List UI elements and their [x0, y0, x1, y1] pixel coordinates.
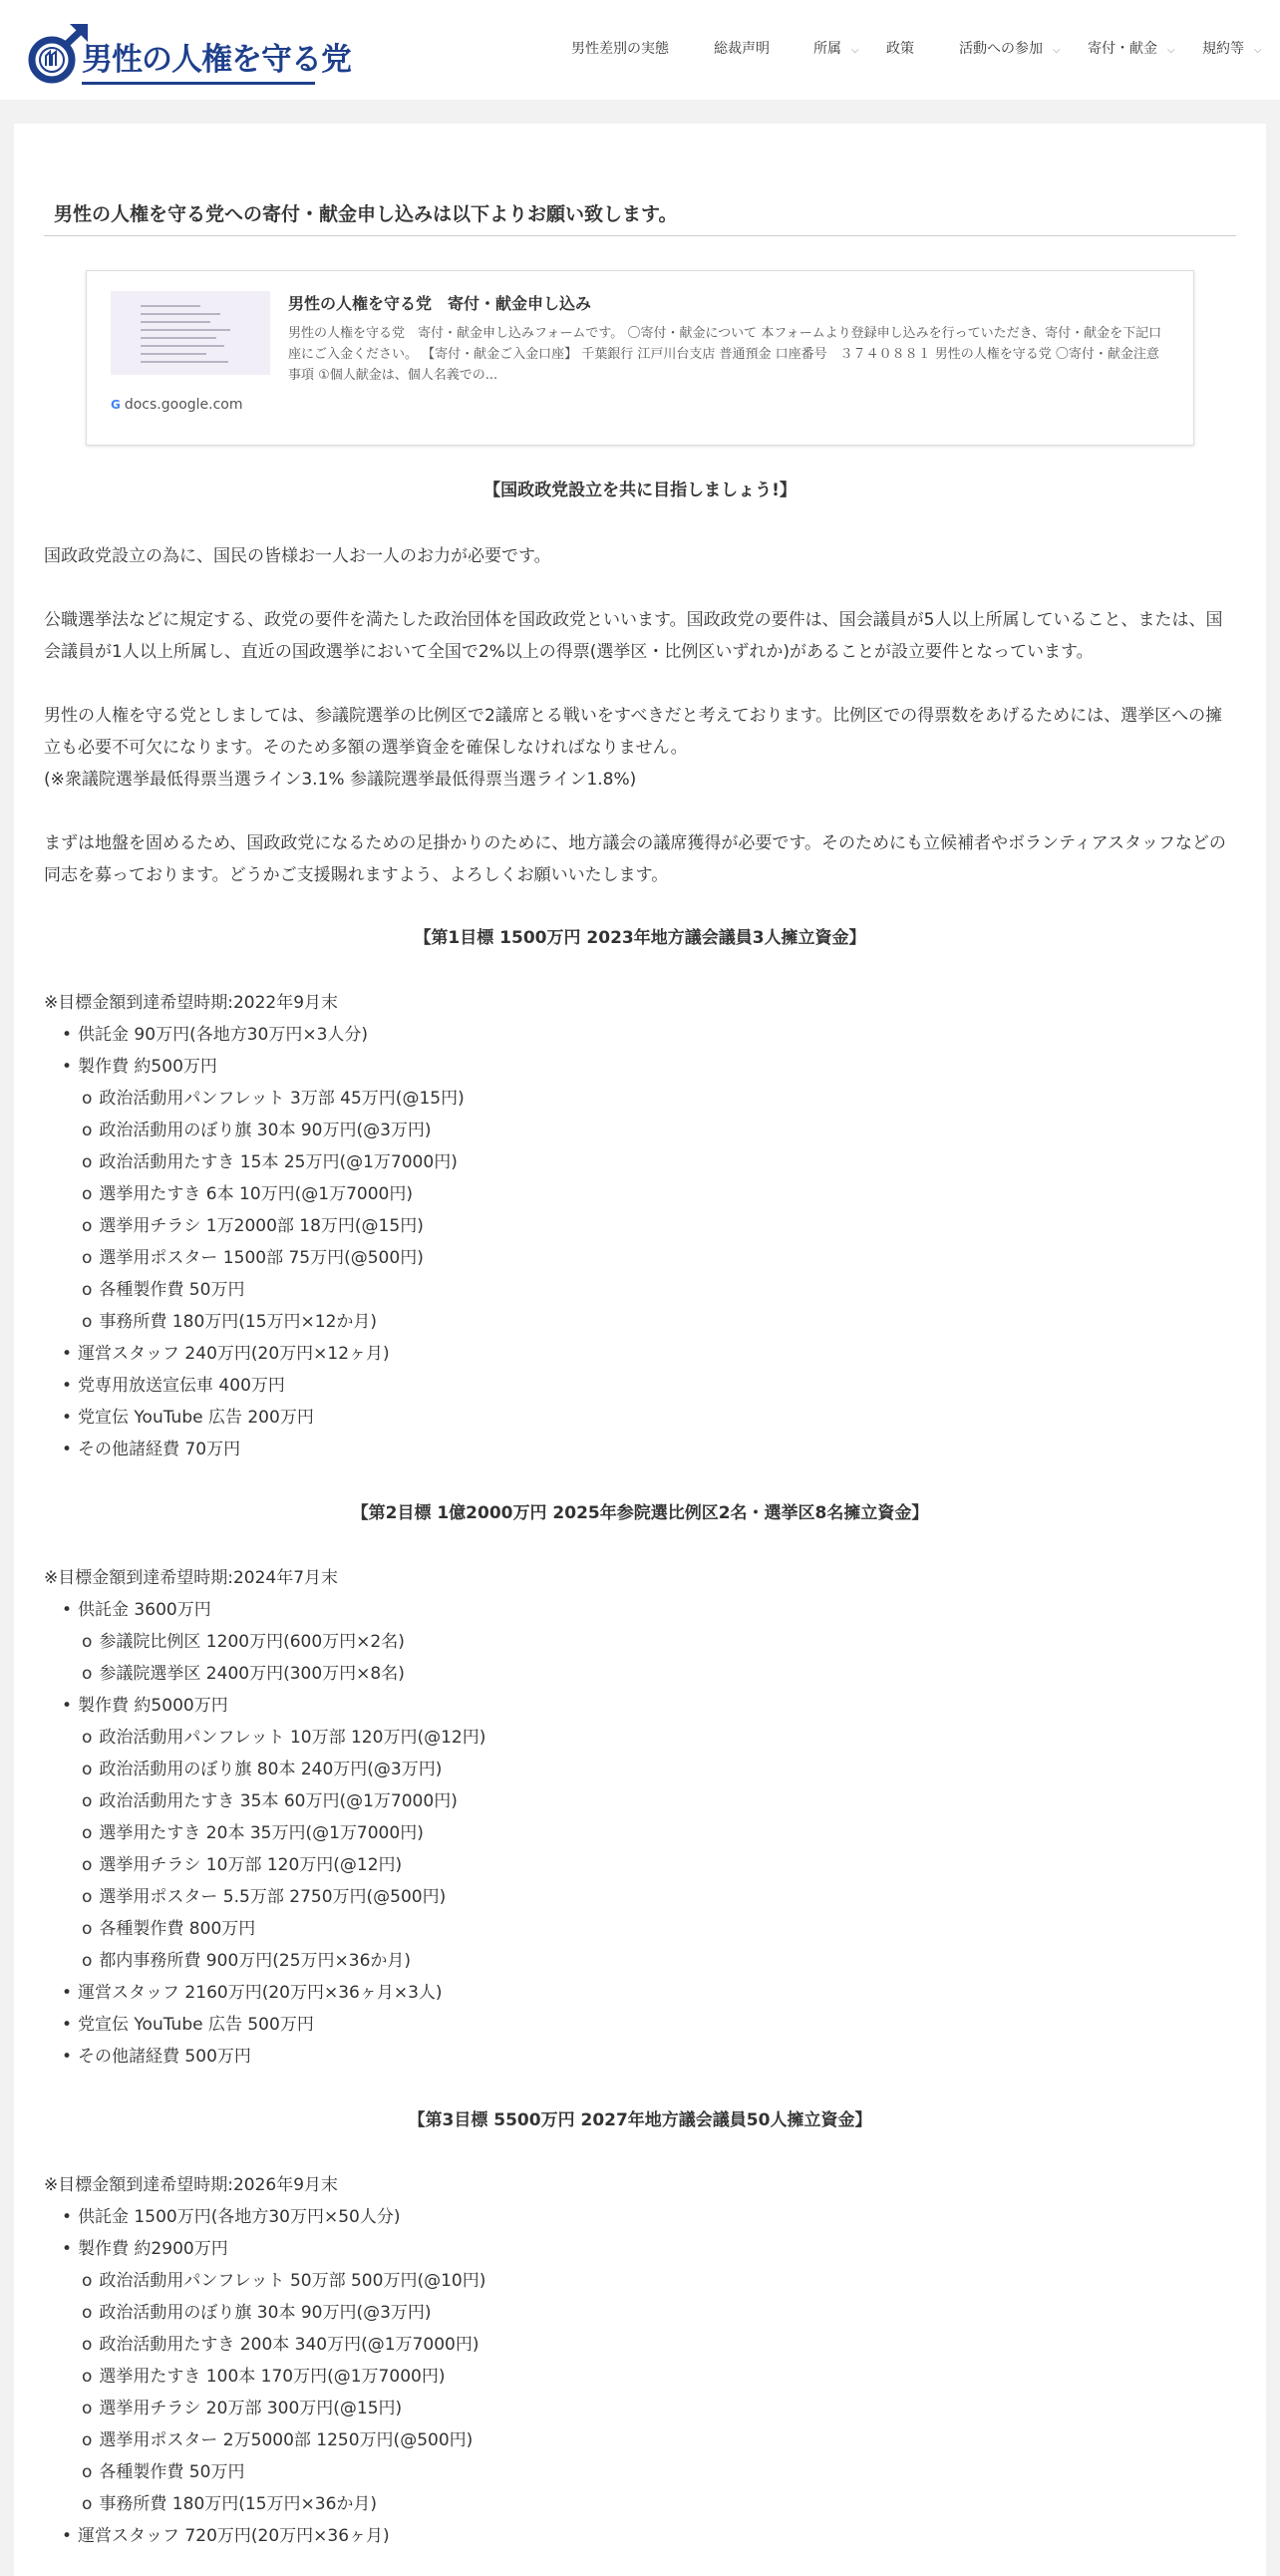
- goal-deadline: ※目標金額到達希望時期:2022年9月末: [44, 993, 339, 1013]
- list-item: o 政治活動用たすき 35本 60万円(@1万7000円): [82, 1785, 458, 1817]
- site-header: [0, 0, 1280, 100]
- list-item: o 事務所費 180万円(15万円×36か月): [82, 2488, 377, 2520]
- list-item: • 運営スタッフ 720万円(20万円×36ヶ月): [62, 2520, 390, 2552]
- goal-deadline: ※目標金額到達希望時期:2024年7月末: [44, 1568, 339, 1588]
- list-item: • その他諸経費 70万円: [62, 1434, 240, 1465]
- chevron-down-icon: ⌵: [851, 45, 859, 56]
- list-item: o 参議院比例区 1200万円(600万円×2名): [82, 1626, 405, 1658]
- embed-domain[interactable]: G docs.google.com: [111, 397, 243, 413]
- paragraph: 国政政党設立の為に、国民の皆様お一人お一人のお力が必要です。: [44, 546, 551, 566]
- list-item: • 党専用放送宣伝車 400万円: [62, 1370, 285, 1402]
- list-item: • 党宣伝 YouTube 広告 200万円: [62, 1402, 314, 1434]
- list-item: o 政治活動用パンフレット 50万部 500万円(@10円): [82, 2265, 485, 2297]
- google-icon: G: [111, 398, 121, 412]
- list-item: • 供託金 90万円(各地方30万円×3人分): [62, 1019, 368, 1051]
- nav-item-donation[interactable]: 寄付・献金 ⌵: [1088, 41, 1175, 57]
- list-item: o 政治活動用たすき 15本 25万円(@1万7000円): [82, 1146, 458, 1178]
- chevron-down-icon: ⌵: [1254, 45, 1262, 56]
- paragraph: まずは地盤を固めるため、国政政党になるための足掛かりのために、地方議会の議席獲得が必要です。そのためにも立候補者やボランティアスタッフなどの同志を募っております。どうかご支援賜れますよう、よろしくお願いいたします。: [44, 833, 1226, 885]
- paragraph: (※衆議院選挙最低得票当選ライン3.1% 参議院選挙最低得票当選ライン1.8%): [44, 770, 637, 790]
- list-item: o 政治活動用たすき 200本 340万円(@1万7000円): [82, 2329, 479, 2361]
- chevron-down-icon: ⌵: [1167, 45, 1175, 56]
- site-logo[interactable]: [28, 22, 351, 94]
- list-item: o 選挙用ポスター 2万5000部 1250万円(@500円): [82, 2424, 473, 2456]
- goal-title: 【第2目標 1億2000万円 2025年参院選比例区2名・選挙区8名擁立資金】: [351, 1503, 929, 1523]
- list-item: • その他諸経費 500万円: [62, 2041, 251, 2073]
- list-item: o 選挙用たすき 6本 10万円(@1万7000円): [82, 1178, 413, 1210]
- list-item: o 選挙用たすき 100本 170万円(@1万7000円): [82, 2361, 445, 2393]
- google-form-embed-card[interactable]: [86, 270, 1194, 446]
- nav-item-members[interactable]: 所属 ⌵: [813, 41, 859, 57]
- list-item: • 供託金 1500万円(各地方30万円×50人分): [62, 2201, 400, 2233]
- embed-description: 男性の人権を守る党 寄付・献金申し込みフォームです。 〇寄付・献金について 本フォームより登録申し込みを行っていただき、寄付・献金を下記口座にご入金ください。 【寄付・献金ご入金口座】 千葉銀行 江戸川台支店 普通預金 口座番号 ３７４０８８１ 男性の人権を守る党 〇寄付・献金注意事項 ①個人献金は、個人名義での...: [288, 326, 1162, 383]
- goal-deadline: ※目標金額到達希望時期:2026年9月末: [44, 2175, 339, 2195]
- list-item: • 運営スタッフ 240万円(20万円×12ヶ月): [62, 1338, 390, 1370]
- logo-underline: [82, 82, 315, 85]
- list-item: • 製作費 約2900万円: [62, 2233, 228, 2265]
- paragraph: 公職選挙法などに規定する、政党の要件を満たした政治団体を国政政党といいます。国政政党の要件は、国会議員が5人以上所属していること、または、国会議員が1人以上所属し、直近の国政選挙において全国で2%以上の得票(選挙区・比例区いずれか)があることが設立要件となっています。: [44, 610, 1223, 662]
- section-title: 【国政政党設立を共に目指しましょう!】: [483, 481, 797, 500]
- list-item: o 各種製作費 50万円: [82, 2456, 244, 2488]
- list-item: o 政治活動用パンフレット 10万部 120万円(@12円): [82, 1722, 485, 1754]
- logo-text: 男性の人権を守る党: [82, 42, 351, 78]
- list-item: o 政治活動用のぼり旗 80本 240万円(@3万円): [82, 1754, 442, 1785]
- list-item: • 党宣伝 YouTube 広告 500万円: [62, 2009, 314, 2041]
- list-item: o 政治活動用パンフレット 3万部 45万円(@15円): [82, 1083, 465, 1115]
- list-item: • 製作費 約500万円: [62, 1051, 217, 1083]
- list-item: o 各種製作費 50万円: [82, 1274, 244, 1306]
- goal-title: 【第1目標 1500万円 2023年地方議会議員3人擁立資金】: [414, 928, 866, 948]
- list-item: o 選挙用ポスター 5.5万部 2750万円(@500円): [82, 1881, 446, 1913]
- list-item: o 選挙用チラシ 10万部 120万円(@12円): [82, 1849, 402, 1881]
- list-item: o 選挙用チラシ 20万部 300万円(@15円): [82, 2393, 402, 2424]
- list-item: o 政治活動用のぼり旗 30本 90万円(@3万円): [82, 2297, 432, 2329]
- nav-item-rules[interactable]: 規約等 ⌵: [1202, 41, 1262, 57]
- nav-item-participate[interactable]: 活動への参加 ⌵: [959, 41, 1061, 57]
- list-item: o 都内事務所費 900万円(25万円×36か月): [82, 1945, 411, 1977]
- list-item: o 各種製作費 800万円: [82, 1913, 255, 1945]
- paragraph: 男性の人権を守る党としましては、参議院選挙の比例区で2議席とる戦いをすべきだと考えております。比例区での得票数をあげるためには、選挙区への擁立も必要不可欠になります。そのため多額の選挙資金を確保しなければなりません。: [44, 706, 1223, 758]
- list-item: o 参議院選挙区 2400万円(300万円×8名): [82, 1658, 405, 1690]
- list-item: o 事務所費 180万円(15万円×12か月): [82, 1306, 377, 1338]
- nav-item-policy[interactable]: 政策: [886, 41, 914, 57]
- page-heading: 男性の人権を守る党への寄付・献金申し込みは以下よりお願い致します。: [54, 203, 678, 225]
- list-item: o 選挙用チラシ 1万2000部 18万円(@15円): [82, 1210, 424, 1242]
- list-item: • 供託金 3600万円: [62, 1594, 211, 1626]
- list-item: o 選挙用ポスター 1500部 75万円(@500円): [82, 1242, 424, 1274]
- list-item: o 政治活動用のぼり旗 30本 90万円(@3万円): [82, 1115, 432, 1146]
- embed-title[interactable]: 男性の人権を守る党 寄付・献金申し込み: [288, 294, 592, 313]
- heading-divider: [44, 235, 1236, 236]
- chevron-down-icon: ⌵: [1053, 45, 1061, 56]
- list-item: • 製作費 約5000万円: [62, 1690, 228, 1722]
- nav-item-discrimination[interactable]: 男性差別の実態: [571, 41, 669, 57]
- list-item: • 運営スタッフ 2160万円(20万円×36ヶ月×3人): [62, 1977, 443, 2009]
- form-thumbnail: [111, 291, 270, 375]
- list-item: o 選挙用たすき 20本 35万円(@1万7000円): [82, 1817, 424, 1849]
- goal-title: 【第3目標 5500万円 2027年地方議会議員50人擁立資金】: [408, 2110, 872, 2130]
- nav-item-statement[interactable]: 総裁声明: [714, 41, 770, 57]
